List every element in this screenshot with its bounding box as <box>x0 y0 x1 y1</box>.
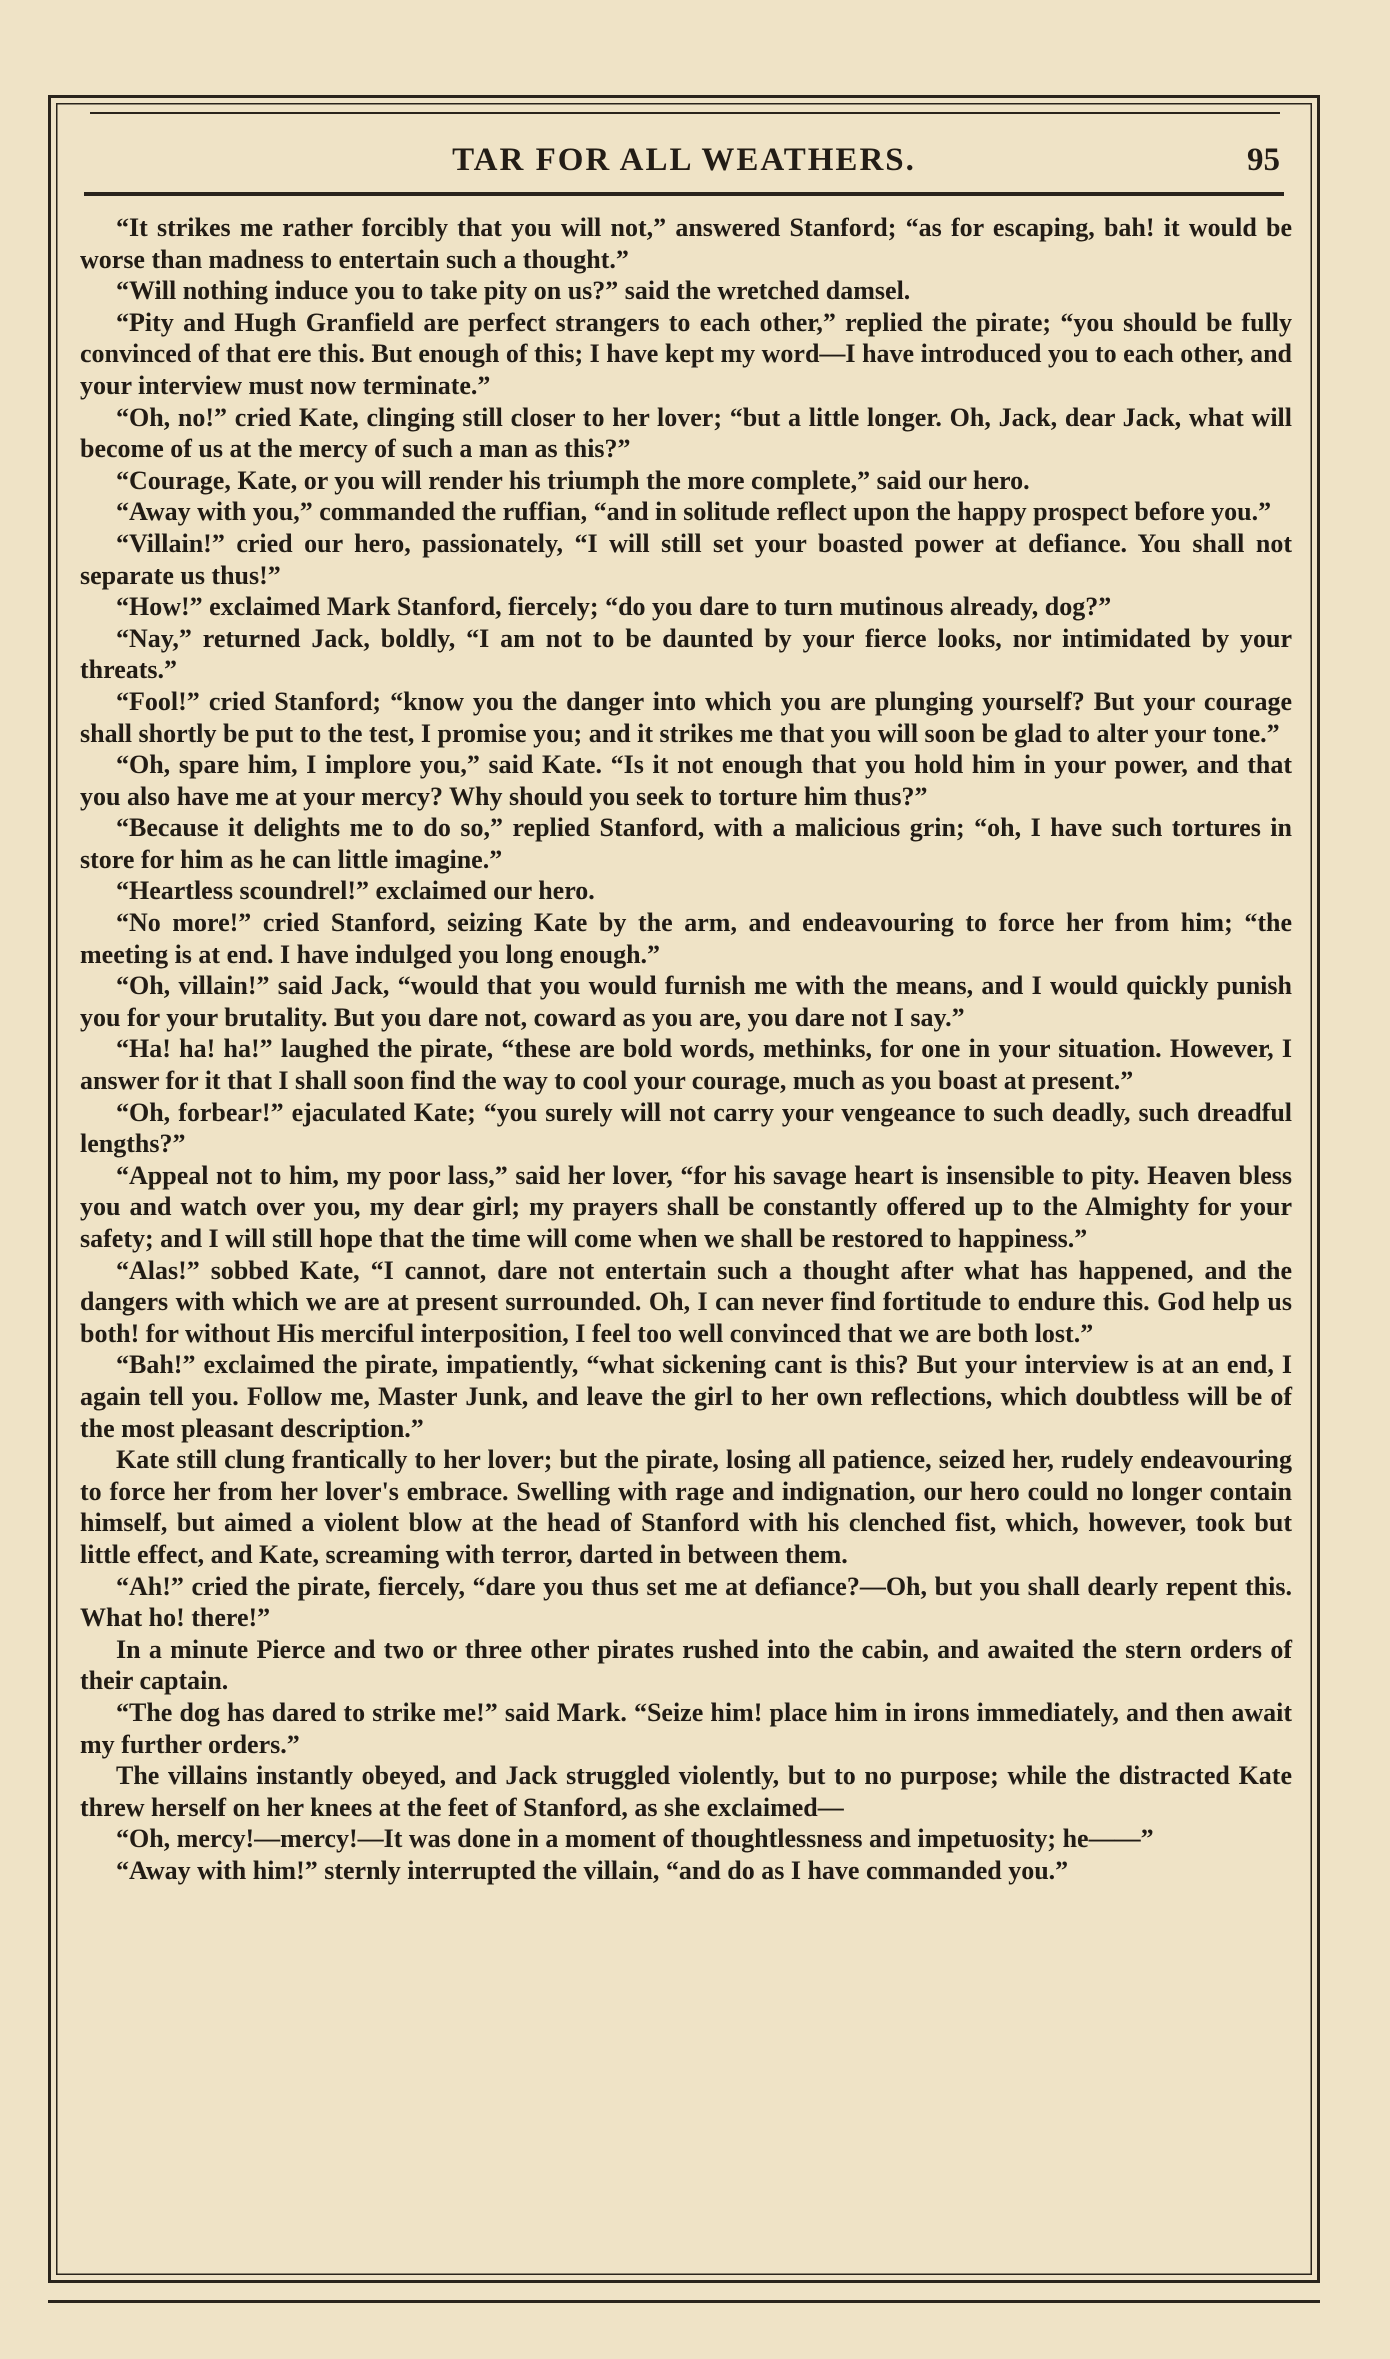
paragraph: “It strikes me rather forcibly that you will not,” answered Stanford; “as for escaping, bah! it would be worse than madness to entertain such a thought.” <box>80 213 1292 274</box>
paragraph: “Pity and Hugh Granfield are perfect strangers to each other,” replied the pirate; “you should be fully convinced of that ere this. But enough of this; I have kept my word—I have introduced you to each other, and your interview must now terminate.” <box>80 307 1292 400</box>
paragraph: “Away with you,” commanded the ruffian, “and in solitude reflect upon the happy prospect before you.” <box>116 497 1272 527</box>
paragraph: “Ha! ha! ha!” laughed the pirate, “these are bold words, methinks, for one in your situation. However, I answer for it that I shall soon find the way to cool your courage, much as you boast at present.” <box>80 1034 1292 1096</box>
paragraph: “No more!” cried Stanford, seizing Kate by the arm, and endeavouring to force her from him; “the meeting is at end. I have indulged you long enough.” <box>80 908 1292 969</box>
paragraph: “Bah!” exclaimed the pirate, impatiently, “what sickening cant is this? But your interview is at an end, I again tell you. Follow me, Master Junk, and leave the girl to her own reflections, which doubtless will be of the most pleasant description.” <box>80 1350 1292 1443</box>
header-rule <box>84 192 1284 196</box>
paragraph: “Villain!” cried our hero, passionately, “I will still set your boasted power at defiance. You shall not separate us thus!” <box>80 528 1292 590</box>
paragraph: “Oh, no!” cried Kate, clinging still closer to her lover; “but a little longer. Oh, Jack, dear Jack, what will become of us at the mercy of such a man as this?” <box>80 402 1292 464</box>
paragraph: “How!” exclaimed Mark Stanford, fiercely; “do you dare to turn mutinous already, dog?” <box>116 592 1112 622</box>
paragraph: “Oh, mercy!—mercy!—It was done in a moment of thoughtlessness and impetuosity; he——” <box>116 1824 1154 1854</box>
paragraph: “Appeal not to him, my poor lass,” said her lover, “for his savage heart is insensible to pity. Heaven bless you and watch over you, my dear girl; my prayers shall be constantly offered up to the Almighty for your safety; and I will still hope that the time will come when we shall be restored to happiness.” <box>80 1160 1292 1253</box>
running-title: TAR FOR ALL WEATHERS. <box>452 142 916 178</box>
running-header <box>70 120 1298 192</box>
paragraph: “Will nothing induce you to take pity on us?” said the wretched damsel. <box>116 276 911 306</box>
paragraph: “Alas!” sobbed Kate, “I cannot, dare not entertain such a thought after what has happened, and the dangers with which we are at present surrounded. Oh, I can never find fortitude to endure this. God help us both! for without His merciful interposition, I feel too well convinced that we are both lost.” <box>80 1255 1292 1348</box>
paragraph: “Ah!” cried the pirate, fiercely, “dare you thus set me at defiance?—Oh, but you shall dearly repent this. What ho! there!” <box>80 1571 1292 1633</box>
paragraph: In a minute Pierce and two or three other pirates rushed into the cabin, and awaited the stern orders of their captain. <box>80 1634 1292 1696</box>
paragraph: “Nay,” returned Jack, boldly, “I am not to be daunted by your fierce looks, nor intimidated by your threats.” <box>80 623 1292 685</box>
paragraph: “Oh, forbear!” ejaculated Kate; “you surely will not carry your vengeance to such deadly, such dreadful lengths?” <box>80 1097 1292 1159</box>
paragraph: “The dog has dared to strike me!” said Mark. “Seize him! place him in irons immediately, and then await my further orders.” <box>80 1697 1292 1759</box>
bottom-rule <box>48 2300 1320 2303</box>
top-rule <box>90 112 1280 114</box>
paragraph: Kate still clung frantically to her lover; but the pirate, losing all patience, seized her, rudely endeavouring to force her from her lover's embrace. Swelling with rage and indignation, our hero could no longer contain himself, but aimed a violent blow at the head of Stanford with his clenched fist, which, however, took but little effect, and Kate, screaming with terror, darted in between them. <box>80 1445 1292 1569</box>
page-number: 95 <box>1247 142 1280 178</box>
paragraph: “Oh, spare him, I implore you,” said Kate. “Is it not enough that you hold him in your power, and that you also have me at your mercy? Why should you seek to torture him thus?” <box>80 750 1292 811</box>
paragraph: “Oh, villain!” said Jack, “would that you would furnish me with the means, and I would quickly punish you for your brutality. But you dare not, coward as you are, you dare not I say.” <box>80 971 1292 1032</box>
paragraph: The villains instantly obeyed, and Jack struggled violently, but to no purpose; while the distracted Kate threw herself on her knees at the feet of Stanford, as she exclaimed— <box>80 1761 1292 1822</box>
story-text <box>80 212 1292 1886</box>
paragraph: “Away with him!” sternly interrupted the villain, “and do as I have commanded you.” <box>116 1855 1069 1885</box>
paragraph: “Because it delights me to do so,” replied Stanford, with a malicious grin; “oh, I have such tortures in store for him as he can little imagine.” <box>80 813 1292 874</box>
paragraph: “Heartless scoundrel!” exclaimed our hero. <box>116 876 595 906</box>
paragraph: “Courage, Kate, or you will render his triumph the more complete,” said our hero. <box>116 465 1030 495</box>
paragraph: “Fool!” cried Stanford; “know you the danger into which you are plunging yourself? But your courage shall shortly be put to the test, I promise you; and it strikes me that you will soon be glad to alter your tone.” <box>80 686 1292 748</box>
